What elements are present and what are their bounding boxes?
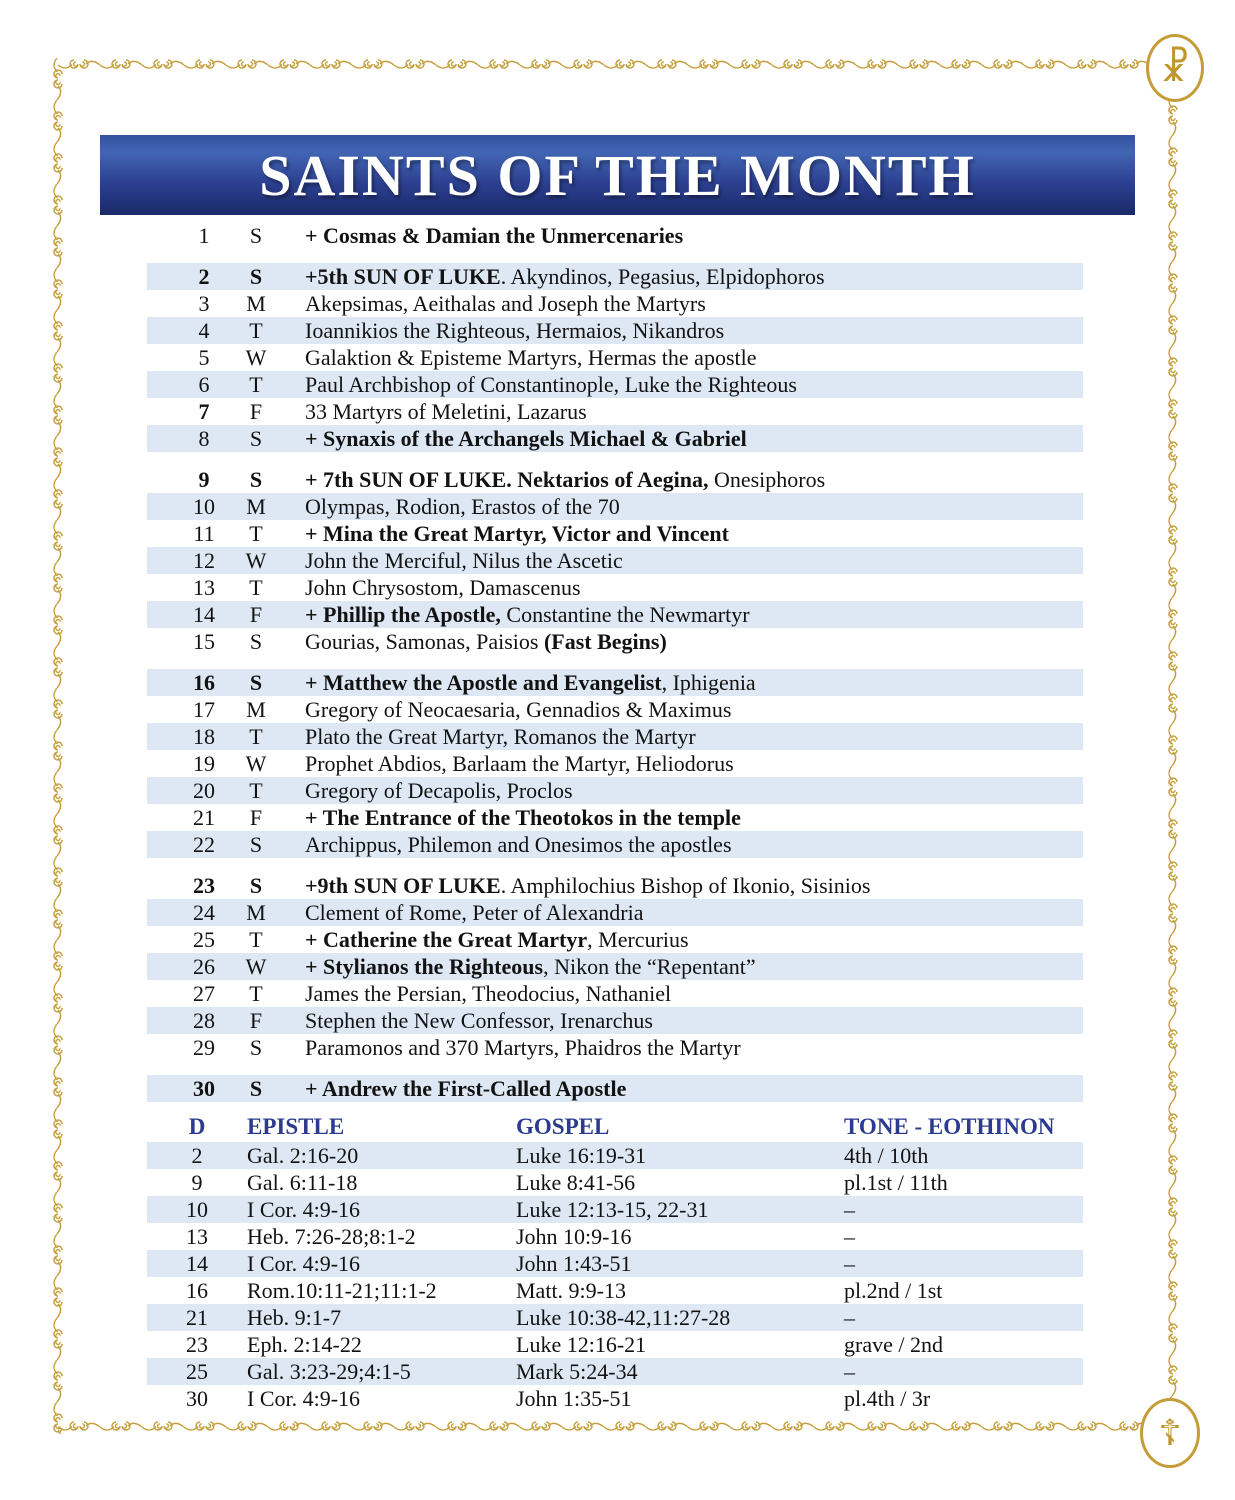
saint-name-segment: John the Merciful, Nilus the Ascetic <box>305 548 623 573</box>
saint-names <box>305 899 643 926</box>
saint-name-segment: + The Entrance of the Theotokos in the temple <box>305 805 741 830</box>
saint-name-segment: + 7th SUN OF LUKE. Nektarios of Aegina, <box>305 467 709 492</box>
day-letter: T <box>249 981 263 1006</box>
day-number: 11 <box>193 521 215 546</box>
saint-names <box>305 263 825 290</box>
saint-names <box>305 669 756 696</box>
saint-names <box>305 872 870 899</box>
lectionary-day: 10 <box>186 1196 208 1222</box>
saint-row <box>147 899 1083 926</box>
saint-name-segment: . Akyndinos, Pegasius, Elpidophoros <box>500 264 825 289</box>
day-letter: W <box>245 548 267 573</box>
saint-name-segment: John Chrysostom, Damascenus <box>305 575 581 600</box>
saint-names <box>305 574 581 601</box>
lectionary-gospel: John 1:35-51 <box>516 1385 632 1411</box>
saint-names <box>305 398 587 425</box>
saint-names <box>305 804 741 831</box>
title-banner <box>100 135 1135 215</box>
lectionary-day: 14 <box>186 1250 208 1276</box>
saint-name-segment: , Iphigenia <box>661 670 756 695</box>
saint-names <box>305 466 825 493</box>
day-letter: W <box>245 954 267 979</box>
lectionary-epistle: I Cor. 4:9-16 <box>247 1385 361 1411</box>
lectionary-day: 21 <box>186 1304 208 1330</box>
saint-row <box>147 344 1083 371</box>
chi-rho-icon <box>1146 34 1204 102</box>
saint-row <box>147 398 1083 425</box>
saint-names <box>305 980 671 1007</box>
saint-row <box>147 1034 1083 1061</box>
lectionary-day: 13 <box>186 1223 208 1249</box>
saint-row <box>147 750 1083 777</box>
saint-name-segment: 33 Martyrs of Meletini, Lazarus <box>305 399 587 424</box>
saint-name-segment: (Fast Begins) <box>543 629 667 654</box>
day-letter: S <box>249 223 263 248</box>
day-number: 21 <box>193 805 215 830</box>
column-header-gospel: GOSPEL <box>516 1114 610 1139</box>
day-letter: T <box>249 318 263 343</box>
saint-name-segment: + Catherine the Great Martyr <box>305 927 588 952</box>
day-number: 10 <box>193 494 215 519</box>
lectionary-gospel: Mark 5:24-34 <box>516 1358 638 1384</box>
day-number: 22 <box>193 832 215 857</box>
day-number: 4 <box>198 318 210 343</box>
day-number: 30 <box>193 1076 215 1101</box>
saint-name-segment: Clement of Rome, Peter of Alexandria <box>305 900 644 925</box>
saint-row <box>147 466 1083 493</box>
saint-name-segment: Gregory of Decapolis, Proclos <box>305 778 573 803</box>
lectionary-epistle: I Cor. 4:9-16 <box>247 1250 361 1276</box>
saint-row <box>147 1075 1083 1102</box>
day-letter: F <box>249 1008 263 1033</box>
lectionary-tone: 4th / 10th <box>844 1142 929 1168</box>
lectionary-tone: – <box>844 1304 855 1330</box>
saint-names <box>305 222 683 249</box>
day-letter: T <box>249 778 263 803</box>
day-letter: T <box>249 372 263 397</box>
saint-row <box>147 317 1083 344</box>
day-number: 17 <box>193 697 215 722</box>
day-letter: W <box>245 751 267 776</box>
saint-names <box>305 1075 626 1102</box>
lectionary-row <box>147 1142 1083 1169</box>
day-number: 24 <box>193 900 215 925</box>
lectionary-epistle: Rom.10:11-21;11:1-2 <box>247 1277 437 1303</box>
saint-name-segment: Onesiphoros <box>708 467 826 492</box>
lectionary-row <box>147 1250 1083 1277</box>
day-number: 5 <box>198 345 210 370</box>
column-header-day: D <box>188 1114 206 1139</box>
lectionary-header <box>147 1112 1083 1142</box>
saint-row <box>147 777 1083 804</box>
day-number: 27 <box>193 981 215 1006</box>
lectionary-epistle: Heb. 7:26-28;8:1-2 <box>247 1223 416 1249</box>
day-letter: T <box>249 724 263 749</box>
saint-row <box>147 493 1083 520</box>
page-title: SAINTS OF THE MONTH <box>259 142 976 208</box>
saint-row <box>147 1007 1083 1034</box>
day-letter: S <box>249 670 263 695</box>
lectionary-row <box>147 1304 1083 1331</box>
day-number: 28 <box>193 1008 215 1033</box>
saint-names <box>305 425 747 452</box>
day-number: 18 <box>193 724 215 749</box>
saint-names <box>305 926 689 953</box>
saint-names <box>305 371 797 398</box>
saint-name-segment: +9th SUN OF LUKE <box>305 873 501 898</box>
day-letter: M <box>246 697 266 722</box>
lectionary-tone: – <box>844 1223 855 1249</box>
saint-row <box>147 669 1083 696</box>
day-number: 3 <box>198 291 210 316</box>
saint-name-segment: Plato the Great Martyr, Romanos the Martyr <box>305 724 696 749</box>
day-letter: T <box>249 521 263 546</box>
saint-name-segment: Stephen the New Confessor, Irenarchus <box>305 1008 653 1033</box>
lectionary-row <box>147 1223 1083 1250</box>
day-letter: S <box>249 832 263 857</box>
day-letter: M <box>246 494 266 519</box>
saint-row <box>147 547 1083 574</box>
day-number: 13 <box>193 575 215 600</box>
saint-names <box>305 520 729 547</box>
saints-list <box>147 222 1083 1102</box>
day-number: 7 <box>198 399 210 424</box>
saint-name-segment: + Matthew the Apostle and Evangelist <box>305 670 662 695</box>
lectionary-day: 30 <box>186 1385 208 1411</box>
lectionary-day: 16 <box>186 1277 208 1303</box>
column-header-epistle: EPISTLE <box>247 1114 345 1139</box>
day-letter: S <box>249 1035 263 1060</box>
lectionary-row <box>147 1385 1083 1412</box>
day-letter: S <box>249 873 263 898</box>
saint-names <box>305 493 620 520</box>
day-number: 12 <box>193 548 215 573</box>
saint-names <box>305 953 756 980</box>
saint-names <box>305 777 573 804</box>
saint-names <box>305 696 731 723</box>
day-number: 16 <box>193 670 215 695</box>
day-letter: W <box>245 345 267 370</box>
saint-name-segment: + Synaxis of the Archangels Michael & Gabriel <box>305 426 747 451</box>
border-right <box>1165 94 1181 1402</box>
day-letter: F <box>249 602 263 627</box>
saint-name-segment: + Stylianos the Righteous <box>305 954 544 979</box>
lectionary-gospel: John 1:43-51 <box>516 1250 632 1276</box>
lectionary-epistle: I Cor. 4:9-16 <box>247 1196 361 1222</box>
lectionary-gospel: John 10:9-16 <box>516 1223 632 1249</box>
saint-row <box>147 371 1083 398</box>
lectionary-tone: pl.1st / 11th <box>844 1169 948 1195</box>
lectionary-tone: – <box>844 1358 855 1384</box>
saint-row <box>147 425 1083 452</box>
saint-name-segment: Gregory of Neocaesaria, Gennadios & Maximus <box>305 697 732 722</box>
day-letter: S <box>249 1076 263 1101</box>
saint-row <box>147 601 1083 628</box>
saint-name-segment: Gourias, Samonas, Paisios <box>305 629 544 654</box>
saint-row <box>147 831 1083 858</box>
lectionary-gospel: Luke 16:19-31 <box>516 1142 647 1168</box>
day-letter: F <box>249 399 263 424</box>
saint-row <box>147 628 1083 655</box>
lectionary-day: 23 <box>186 1331 208 1357</box>
saint-names <box>305 831 732 858</box>
saint-names <box>305 1034 741 1061</box>
saint-row <box>147 520 1083 547</box>
day-number: 15 <box>193 629 215 654</box>
lectionary-tone: pl.4th / 3r <box>844 1385 931 1411</box>
lectionary-body <box>147 1142 1083 1412</box>
saint-name-segment: Galaktion & Episteme Martyrs, Hermas the apostle <box>305 345 757 370</box>
saint-names <box>305 723 696 750</box>
saint-name-segment: Olympas, Rodion, Erastos of the 70 <box>305 494 620 519</box>
lectionary-row <box>147 1196 1083 1223</box>
day-letter: F <box>249 805 263 830</box>
saint-name-segment: +5th SUN OF LUKE <box>305 264 501 289</box>
saint-name-segment: Prophet Abdios, Barlaam the Martyr, Heliodorus <box>305 751 734 776</box>
saint-row <box>147 804 1083 831</box>
lectionary-row <box>147 1331 1083 1358</box>
lectionary-day: 25 <box>186 1358 208 1384</box>
lectionary-epistle: Gal. 3:23-29;4:1-5 <box>247 1358 411 1384</box>
saint-names <box>305 750 734 777</box>
saint-row <box>147 926 1083 953</box>
day-letter: S <box>249 264 263 289</box>
day-number: 9 <box>198 467 210 492</box>
border-left <box>50 58 66 1434</box>
saint-name-segment: Akepsimas, Aeithalas and Joseph the Martyrs <box>305 291 706 316</box>
saint-name-segment: + Mina the Great Martyr, Victor and Vincent <box>305 521 729 546</box>
border-top <box>58 56 1150 72</box>
day-number: 29 <box>193 1035 215 1060</box>
day-letter: S <box>249 426 263 451</box>
lectionary-tone: – <box>844 1196 855 1222</box>
lectionary-row <box>147 1277 1083 1304</box>
saint-name-segment: , Mercurius <box>587 927 689 952</box>
lectionary-gospel: Luke 12:16-21 <box>516 1331 647 1357</box>
saint-names <box>305 317 724 344</box>
day-number: 26 <box>193 954 215 979</box>
day-number: 14 <box>193 602 215 627</box>
chi-rho-glyph: ☧ <box>1160 46 1190 90</box>
saint-row <box>147 222 1083 249</box>
saint-names <box>305 1007 653 1034</box>
saint-names <box>305 344 757 371</box>
saint-row <box>147 980 1083 1007</box>
lectionary-epistle: Heb. 9:1-7 <box>247 1304 342 1330</box>
column-header-tone-eothinon: TONE - EOTHINON <box>844 1114 1055 1139</box>
saint-row <box>147 872 1083 899</box>
lectionary-row <box>147 1358 1083 1385</box>
saint-row <box>147 290 1083 317</box>
saint-name-segment: Paul Archbishop of Constantinople, Luke the Righteous <box>305 372 797 397</box>
saint-row <box>147 953 1083 980</box>
day-letter: T <box>249 575 263 600</box>
saint-name-segment: Ioannikios the Righteous, Hermaios, Nikandros <box>305 318 725 343</box>
day-letter: M <box>246 900 266 925</box>
saint-names <box>305 290 706 317</box>
saint-name-segment: + Phillip the Apostle, <box>305 602 501 627</box>
saint-row <box>147 263 1083 290</box>
orthodox-cross-icon <box>1140 1398 1200 1468</box>
day-number: 2 <box>198 264 210 289</box>
saint-name-segment: . Amphilochius Bishop of Ikonio, Sisinios <box>500 873 871 898</box>
saint-name-segment: + Cosmas & Damian the Unmercenaries <box>305 223 684 248</box>
day-number: 1 <box>198 223 210 248</box>
lectionary-epistle: Eph. 2:14-22 <box>247 1331 362 1357</box>
day-number: 8 <box>198 426 210 451</box>
day-letter: S <box>249 629 263 654</box>
lectionary-tone: – <box>844 1250 855 1276</box>
day-letter: T <box>249 927 263 952</box>
lectionary-tone: pl.2nd / 1st <box>844 1277 943 1303</box>
saint-name-segment: Archippus, Philemon and Onesimos the apostles <box>305 832 732 857</box>
lectionary-epistle: Gal. 2:16-20 <box>247 1142 359 1168</box>
border-bottom <box>58 1418 1144 1434</box>
day-number: 6 <box>198 372 210 397</box>
saint-name-segment: Constantine the Newmartyr <box>500 602 750 627</box>
day-letter: S <box>249 467 263 492</box>
saint-row <box>147 696 1083 723</box>
cross-glyph: ☦ <box>1158 1412 1182 1454</box>
day-number: 23 <box>193 873 215 898</box>
saint-name-segment: , Nikon the “Repentant” <box>543 954 756 979</box>
saint-name-segment: Paramonos and 370 Martyrs, Phaidros the Martyr <box>305 1035 741 1060</box>
lectionary-gospel: Luke 10:38-42,11:27-28 <box>516 1304 731 1330</box>
day-number: 25 <box>193 927 215 952</box>
saint-names <box>305 547 623 574</box>
lectionary-epistle: Gal. 6:11-18 <box>247 1169 358 1195</box>
saint-names <box>305 601 750 628</box>
day-number: 19 <box>193 751 215 776</box>
lectionary-gospel: Luke 12:13-15, 22-31 <box>516 1196 709 1222</box>
lectionary-day: 9 <box>191 1169 203 1195</box>
saint-name-segment: James the Persian, Theodocius, Nathaniel <box>305 981 672 1006</box>
lectionary-day: 2 <box>191 1142 203 1168</box>
lectionary-table <box>147 1112 1083 1412</box>
lectionary-gospel: Luke 8:41-56 <box>516 1169 636 1195</box>
day-letter: M <box>246 291 266 316</box>
lectionary-tone: grave / 2nd <box>844 1331 943 1357</box>
day-number: 20 <box>193 778 215 803</box>
saint-row <box>147 723 1083 750</box>
lectionary-gospel: Matt. 9:9-13 <box>516 1277 626 1303</box>
saint-row <box>147 574 1083 601</box>
saint-names <box>305 628 667 655</box>
lectionary-row <box>147 1169 1083 1196</box>
saint-name-segment: + Andrew the First-Called Apostle <box>305 1076 627 1101</box>
